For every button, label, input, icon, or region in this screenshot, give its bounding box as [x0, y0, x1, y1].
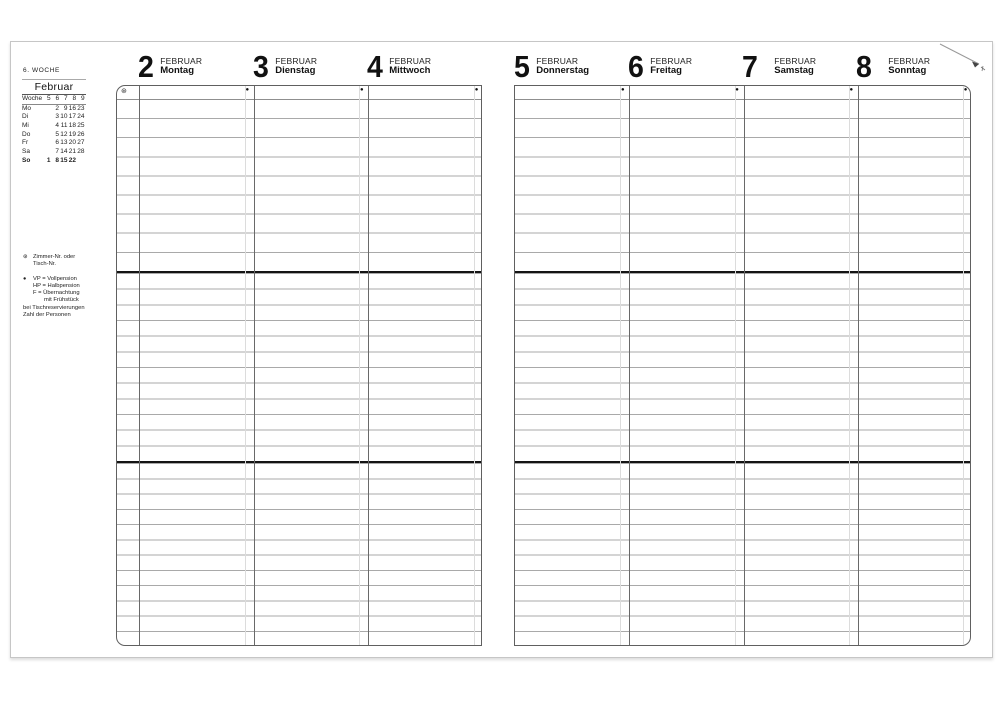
left-page-grid [116, 85, 482, 646]
circled-asterisk-icon: ⊛ [23, 254, 28, 260]
day-header-sunday: 8 FEBRUAR Sonntag [856, 49, 931, 84]
mini-calendar-row: Sa 7 14 21 28 [22, 148, 85, 156]
column-divider [629, 86, 630, 645]
mini-calendar-row-sunday: So 1 8 15 22 [22, 156, 76, 164]
column-divider [139, 86, 140, 645]
meal-code-subcolumn-line [735, 86, 736, 645]
week-number-label: 6. WOCHE [23, 67, 60, 74]
day-number: 5 [514, 49, 529, 84]
day-number: 6 [628, 49, 643, 84]
mini-calendar-week-label: Woche [22, 95, 43, 102]
legend-meal-item: ● VP = Vollpension HP = Halbpension F = Übernachtung mit Frühstück [23, 276, 80, 303]
mini-calendar-week-header: Woche 5 6 7 8 9 [22, 94, 86, 105]
day-number: 2 [138, 49, 153, 84]
day-number: 8 [856, 49, 871, 84]
mouse-cursor-icon [936, 42, 992, 76]
meal-code-subcolumn-line [620, 86, 621, 645]
column-divider [254, 86, 255, 645]
meal-code-dot-icon: ● [360, 87, 364, 93]
meal-code-subcolumn-line [963, 86, 964, 645]
room-number-column-icon: ⊛ [121, 88, 127, 95]
column-divider [744, 86, 745, 645]
right-page-grid [514, 85, 971, 646]
meal-code-subcolumn-line [474, 86, 475, 645]
column-divider [858, 86, 859, 645]
day-header-saturday: 7 FEBRUAR Samstag [742, 49, 817, 84]
mini-calendar-title: Februar [22, 79, 86, 94]
mini-calendar-row: Mo 2 9 16 23 [22, 104, 85, 112]
mini-calendar-row: Di 3 10 17 24 [22, 113, 85, 121]
legend [23, 254, 93, 319]
meal-code-dot-icon: ● [849, 87, 854, 93]
filled-dot-icon: ● [23, 276, 27, 282]
column-divider [368, 86, 369, 645]
meal-code-dot-icon: ● [963, 87, 968, 93]
day-header-wednesday: 4 FEBRUAR Mittwoch [367, 49, 432, 84]
meal-code-dot-icon: ● [735, 87, 739, 93]
mini-month-calendar [22, 79, 86, 166]
meal-code-subcolumn-line [245, 86, 246, 645]
meal-code-dot-icon: ● [621, 87, 625, 93]
day-number: 4 [367, 49, 382, 84]
legend-room-item: ⊛ Zimmer-Nr. oder Tisch-Nr. [23, 254, 76, 267]
planner-sheet [10, 41, 993, 658]
mini-calendar-row: Mi 4 11 18 25 [22, 122, 85, 130]
mini-calendar-row: Do 5 12 19 26 [22, 130, 85, 138]
day-number: 7 [742, 49, 757, 84]
day-header-thursday: 5 FEBRUAR Donnerstag [514, 49, 590, 84]
legend-note: bei Tischreservierungen Zahl der Personen [23, 305, 85, 318]
meal-code-subcolumn-line [359, 86, 360, 645]
mini-calendar-row: Fr 6 13 20 27 [22, 139, 85, 147]
meal-code-dot-icon: ● [245, 87, 250, 93]
day-header-friday: 6 FEBRUAR Freitag [628, 49, 693, 84]
day-header-monday: 2 FEBRUAR Montag [138, 49, 203, 84]
meal-code-dot-icon: ● [474, 87, 479, 93]
day-header-tuesday: 3 FEBRUAR Dienstag [253, 49, 318, 84]
meal-code-subcolumn-line [849, 86, 850, 645]
day-number: 3 [253, 49, 268, 84]
